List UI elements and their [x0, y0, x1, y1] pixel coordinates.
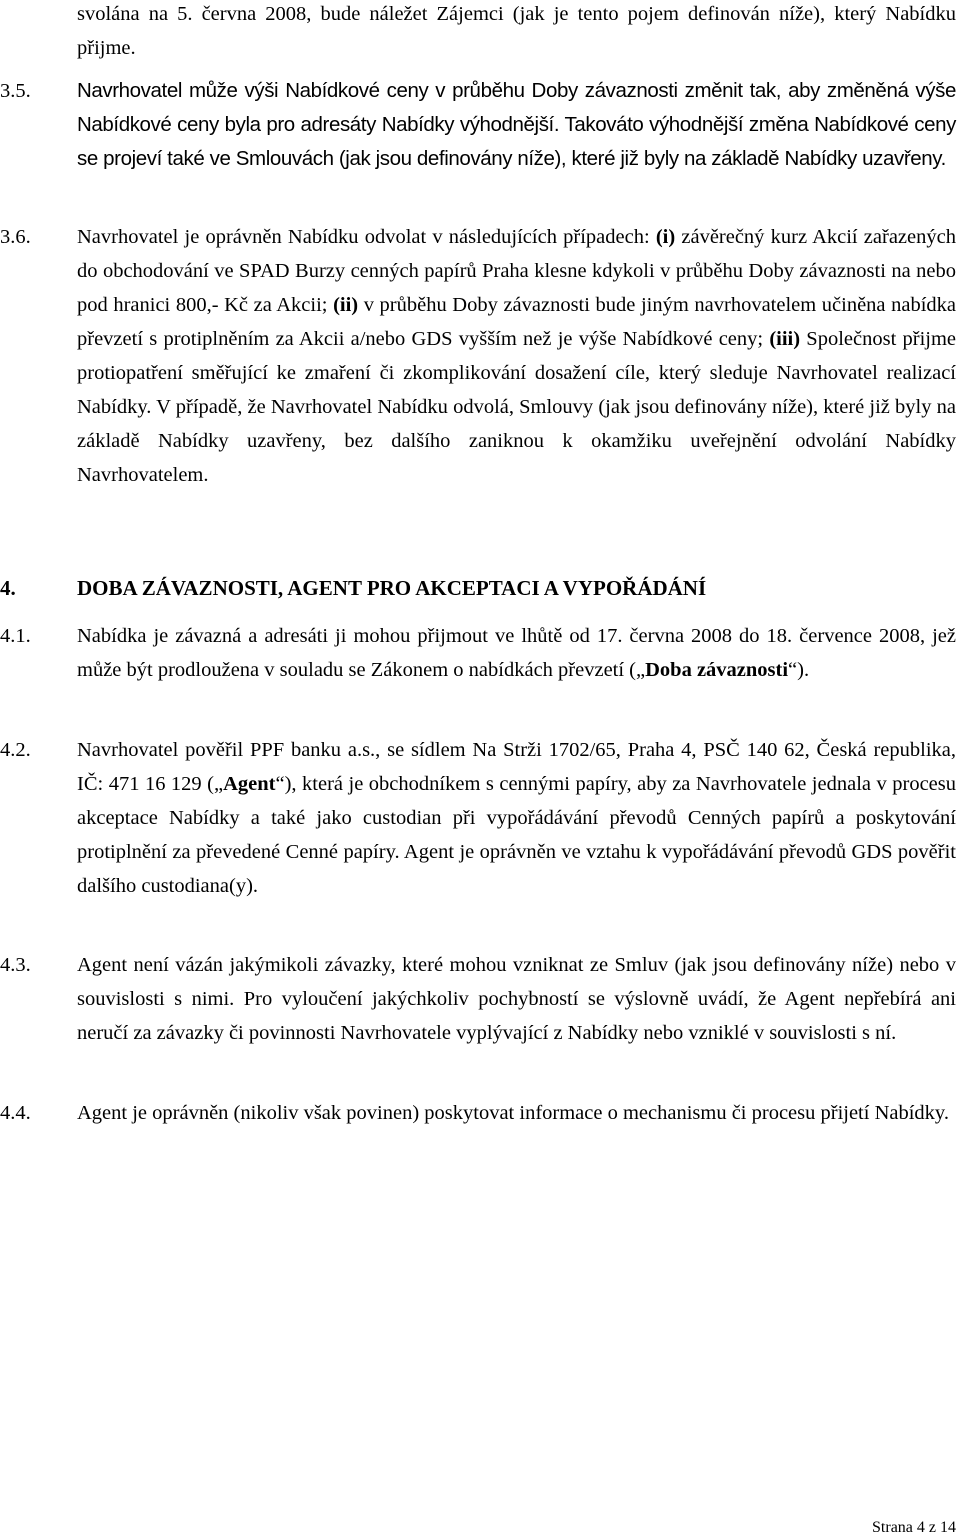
section-number-4: 4.: [0, 576, 16, 600]
clause-4-4-text: Agent je oprávněn (nikoliv však povinen) poskytovat informace o mechanismu či procesu přijetí Nabídky.: [77, 1102, 949, 1124]
clause-3-6-part3: v průběhu Doby závaznosti bude jiným navrhovatelem učiněna nabídka převzetí s protiplněním za Akcii a/nebo GDS vyšším než je výše Nabídkové ceny;: [77, 294, 956, 350]
clause-number-4-1: 4.1.: [0, 625, 31, 647]
clause-4-2-part2: “), která je obchodníkem s cennými papíry, aby za Navrhovatele jednala v procesu akceptace Nabídky a také jako custodian při vypořádávání převodů Cenných papírů a poskytování protiplnění za převedené Cenné papíry. Agent je oprávněn ve vztahu k vypořádávání převodů GDS pověřit dalšího custodiana(y).: [77, 773, 956, 897]
clause-number-4-3: 4.3.: [0, 954, 31, 976]
paragraph-continuation: svolána na 5. června 2008, bude náležet Zájemci (jak je tento pojem definován níže), který Nabídku přijme.: [77, 3, 956, 59]
clause-number-3-6: 3.6.: [0, 226, 31, 248]
clause-3-6-marker-iii: (iii): [769, 328, 801, 350]
term-doba-zavaznosti: Doba závaznosti: [645, 659, 789, 681]
page-number-footer: Strana 4 z 14: [872, 1519, 956, 1536]
clause-3-6-marker-ii: (ii): [333, 294, 359, 316]
clause-number-4-2: 4.2.: [0, 739, 31, 761]
clause-number-4-4: 4.4.: [0, 1102, 31, 1124]
term-agent: Agent: [223, 773, 276, 795]
clause-4-1-part2: “).: [788, 659, 810, 681]
clause-3-6-part4: Společnost přijme protiopatření směřující ke zmaření či zkomplikování dosažení cíle, který sleduje Navrhovatel realizací Nabídky. V případě, že Navrhovatel Nabídku odvolá, Smlouvy (jak jsou definovány níže), které již byly na základě Nabídky uzavřeny, bez dalšího zaniknou k okamžiku uveřejnění odvolání Nabídky Navrhovatelem.: [77, 328, 957, 486]
clause-3-6-part1: Navrhovatel je oprávněn Nabídku odvolat v následujících případech:: [77, 226, 656, 248]
clause-4-3-text: Agent není vázán jakýmikoli závazky, které mohou vzniknat ze Smluv (jak jsou definovány níže) nebo v souvislosti s nimi. Pro vyloučení jakýchkoliv pochybností se výslovně uvádí, že Agent nepřebírá ani neručí za závazky či povinnosti Navrhovatele vyplývající z Nabídky nebo vzniklé v souvislosti s ní.: [77, 954, 956, 1044]
clause-4-1-part1: Nabídka je závazná a adresáti ji mohou přijmout ve lhůtě od 17. června 2008 do 18. července 2008, jež může být prodloužena v souladu se Zákonem o nabídkách převzetí („: [77, 625, 956, 681]
clause-3-6-marker-i: (i): [655, 226, 676, 248]
clause-4-2-part1: Navrhovatel pověřil PPF banku a.s., se sídlem Na Strži 1702/65, Praha 4, PSČ 140 62, Česká republika, IČ: 471 16 129 („: [77, 739, 956, 795]
clause-3-6-text: [77, 220, 956, 492]
clause-number-3-5: 3.5.: [0, 80, 31, 102]
clause-3-6-part2: závěrečný kurz Akcií zařazených do obchodování ve SPAD Burzy cenných papírů Praha klesne kdykoli v průběhu Doby závaznosti na nebo pod hranici 800,- Kč za Akcii;: [77, 226, 956, 316]
section-4-heading: DOBA ZÁVAZNOSTI, AGENT PRO AKCEPTACI A VYPOŘÁDÁNÍ: [77, 576, 707, 600]
clause-3-5-text: Navrhovatel může výši Nabídkové ceny v průběhu Doby závaznosti změnit tak, aby změněná výše Nabídkové ceny byla pro adresáty Nabídky výhodnější. Takováto výhodnější změna Nabídkové ceny se projeví také ve Smlouvách (jak jsou definovány níže), které již byly na základě Nabídky uzavřeny.: [77, 79, 956, 170]
clause-4-2-text: [77, 733, 956, 903]
clause-4-1-text: [77, 619, 956, 687]
